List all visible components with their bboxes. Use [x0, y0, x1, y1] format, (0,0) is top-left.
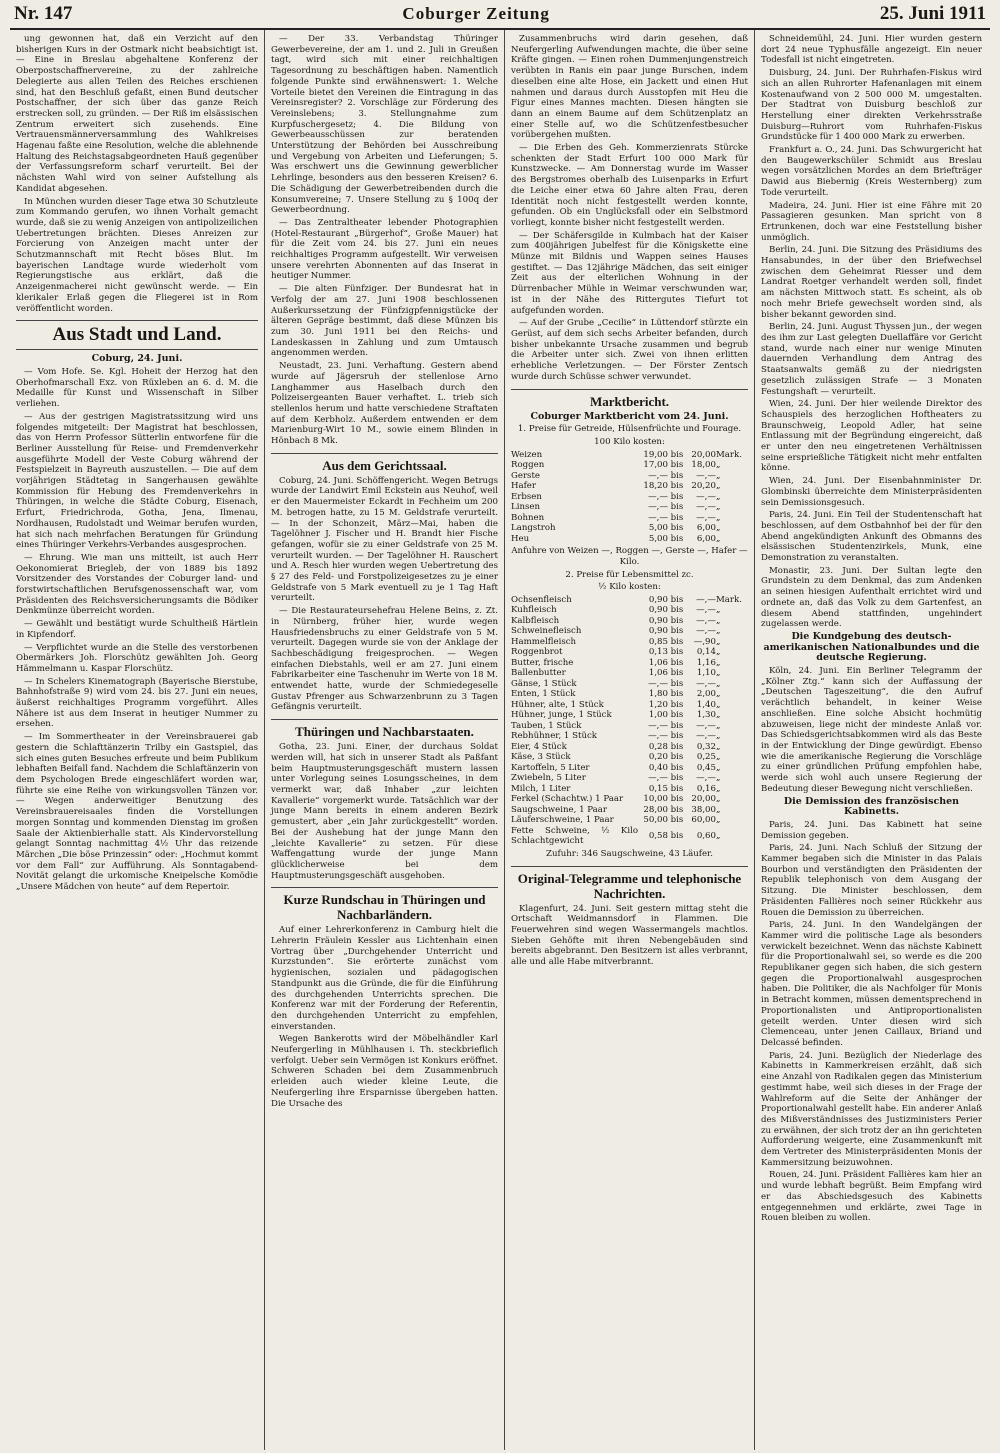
- price-from: —,—: [648, 678, 668, 689]
- price-unit: „: [716, 689, 721, 700]
- price-from: 1,20: [648, 699, 668, 710]
- price-unit: „: [716, 491, 721, 502]
- price-unit: „: [716, 678, 721, 689]
- price-to: 0,32: [696, 741, 716, 752]
- price-item-name: Gänse, 1 Stück: [511, 678, 577, 689]
- price-separator: bis: [670, 699, 684, 710]
- price-unit: „: [716, 636, 721, 647]
- price-separator: bis: [670, 657, 684, 668]
- price-to: 1,40: [696, 699, 716, 710]
- price-separator: bis: [670, 689, 684, 700]
- price-unit: Mark.: [716, 594, 742, 605]
- price-separator: bis: [670, 678, 684, 689]
- issue-number: Nr. 147: [14, 3, 73, 24]
- price-separator: bis: [670, 668, 684, 679]
- price-from: 1,06: [648, 668, 668, 679]
- price-unit: „: [716, 668, 721, 679]
- price-item-name: Schweinefleisch: [511, 626, 582, 637]
- price-item-name: Milch, 1 Liter: [511, 783, 571, 794]
- paragraph: Klagenfurt, 24. Juni. Seit gestern mittag steht die Ortschaft Weidmannsdorf in Flammen. Die Feuerwehren sind wegen Wassermangels machtlos. Sieben Gehöfte mit ihren Nebengebäuden sind bereits abgebrannt. Den Besitzern ist alles verbrannt, alle und alle Habe mitverbrannt.: [511, 903, 748, 968]
- price-row: [511, 637, 748, 648]
- price-from: —,—: [648, 512, 668, 523]
- market-subheading-grain: 1. Preise für Getreide, Hülsenfrüchte und Fourage.: [517, 424, 742, 435]
- price-row: [511, 523, 748, 534]
- price-unit: „: [716, 533, 721, 544]
- price-from: 1,80: [648, 689, 668, 700]
- price-item-name: Kartoffeln, 5 Liter: [511, 762, 590, 773]
- price-item-name: Käse, 3 Stück: [511, 752, 571, 763]
- price-separator: bis: [670, 741, 684, 752]
- paragraph: Wien, 24. Juni. Der Eisenbahnminister Dr. Glombinski überreichte dem Ministerpräsidenten sein Demissionsgesuch.: [761, 476, 982, 508]
- price-to: —,—: [696, 605, 716, 616]
- column-4: [754, 30, 988, 1450]
- price-row: [511, 826, 748, 847]
- price-row: [511, 752, 748, 763]
- price-item-name: Langstroh: [511, 523, 556, 534]
- price-to: 38,00: [691, 804, 716, 815]
- price-item-name: Kalbfleisch: [511, 615, 560, 626]
- market-supply: Zufuhr: 346 Saugschweine, 43 Läufer.: [546, 848, 713, 859]
- paragraph: Duisburg, 24. Juni. Der Ruhrhafen-Fiskus wird sich an allen Ruhrorter Hafenanlagen mit einem Kostenaufwand von 2 500 000 M. umgestalten. Der Stadtrat von Duisburg beschloß zur Herstellung einer direkten Verkehrsstraße Duisburg—Ruhrort vom Ruhrhafen-Fiskus Grundstücke für 1 400 000 Mark zu erwerben.: [761, 68, 982, 143]
- newspaper-title: Coburger Zeitung: [402, 4, 550, 23]
- price-row: [511, 595, 748, 606]
- price-item-name: Hafer: [511, 481, 536, 492]
- price-to: —,—: [696, 626, 716, 637]
- paragraph: Paris, 24. Juni. In den Wandelgängen der Kammer wird die politische Lage als besonders verwickelt bezeichnet. Wenn das nächste Kabinett für die Proportionalwahl sei, so werde es die 200 Republikaner gegen sich haben, die sich gestern gegen die Proportionalwahl ausgesprochen haben. Die Politiker, die als Nachfolger für Monis in Betracht kommen, müssen dementsprechend in Proportionalisten und Antiproportionalisten geteilt werden. Unter diesen wird sich Clemenceau, unter jenen Caillaux, Briand und Delcassé befinden.: [761, 920, 982, 1048]
- price-to: 1,10: [696, 668, 716, 679]
- price-to: 0,45: [696, 762, 716, 773]
- price-separator: bis: [670, 804, 684, 815]
- price-from: 0,15: [648, 783, 668, 794]
- section-heading-stadt-und-land: Aus Stadt und Land.: [16, 320, 258, 350]
- price-to: —,—: [696, 594, 716, 605]
- section-heading-telegramme: Original-Telegramme und telephonische Nachrichten.: [511, 866, 748, 901]
- price-separator: bis: [670, 502, 684, 513]
- price-to: 60,00: [691, 815, 716, 826]
- price-separator: bis: [670, 470, 684, 481]
- paragraph: — Ehrung. Wie man uns mitteilt, ist auch Herr Oekonomierat Briegleb, der von 1889 bis 1892 Vorsitzender des Vorstandes der Coburger land- und forstwirtschaftlichen Berufsgenossenschaft war, vom Präsidenten des Reichsversicherungsamts die Bödiker Denkmünze überreicht worden.: [16, 552, 258, 617]
- price-row: [511, 605, 748, 616]
- price-row: [511, 471, 748, 482]
- price-item-name: Eier, 4 Stück: [511, 741, 567, 752]
- price-unit: „: [716, 720, 721, 731]
- price-from: 10,00: [643, 794, 668, 805]
- price-unit: „: [716, 794, 721, 805]
- paragraph: Monastir, 23. Juni. Der Sultan legte den Grundstein zu dem Denkmal, das zum Andenken an seinen hiesigen Aufenthalt errichtet wird und ordnete an, daß das Volk zu dem Gartenfest, an diesem Abend stattfinden, ungehindert zugelassen werde.: [761, 565, 982, 630]
- price-item-name: Gerste: [511, 470, 541, 481]
- price-unit: „: [716, 699, 721, 710]
- price-to: 6,00: [696, 533, 716, 544]
- price-item-name: Tauben, 1 Stück: [511, 720, 582, 731]
- paragraph: Zusammenbruchs wird darin gesehen, daß Neufergerling Aufwendungen machte, die über seine Kräfte gingen. — Einen rohen Dummenjungenstreich verübten in Ranis ein paar junge Burschen, indem dieselben eine alte Hose, ein Jackett und einen Hut nahmen und daraus durch Ausstopfen mit Heu die Figur eines Mannes machten. Diesen hängten sie dann an einem Baume auf dem Schützenplatz an einer Stelle auf, wo die Schützenfestbesucher vorübergehen mußten.: [511, 34, 748, 141]
- paragraph: — Auf der Grube „Cecilie“ in Lüttendorf stürzte ein Gerüst, auf dem sich sechs Arbeiter befanden, durch bisher unbekannte Ursache zusammen und begrub die Arbeiter unter sich. Zwei von ihnen erlitten erhebliche Verletzungen. — Der Förster Zentsch wurde durch Schüsse schwer verwundet.: [511, 318, 748, 382]
- price-to: —,—: [696, 773, 716, 784]
- section-heading-gerichtssaal: Aus dem Gerichtssaal.: [271, 453, 498, 473]
- section-heading-rundschau: Kurze Rundschau in Thüringen und Nachbarländern.: [271, 887, 498, 922]
- paragraph: Köln, 24. Juni. Ein Berliner Telegramm der „Kölner Ztg.“ kann sich der Auffassung der „Deutschen Tageszeitung“, die den Aufruf verächtlich behandelt, in keiner Weise anschließen. Eine solche Absicht hochmütig abzuweisen, liege nicht der mindeste Anlaß vor. Das Schiedsgerichtsabkommen wird als das Beste in der Entwicklung der Dinge gewürdigt. Ebenso wie die amerikanische Regierung die Vorschläge zu einer gründlichen Prüfung empfohlen habe, werde sich wohl auch unsere Regierung der Bedeutung dieser Bewegung nicht verschließen.: [761, 666, 982, 794]
- price-row: [511, 700, 748, 711]
- paragraph: Wegen Bankerotts wird der Möbelhändler Karl Neufergerling in Mühlhausen i. Th. steckbrieflich verfolgt. Ueber sein Vermögen ist Konkurs eröffnet. Schweren Schaden bei dem Zusammenbruch erleiden auch wieder kleine Leute, die Neufergerling ihre Ersparnisse übergeben hatten. Die Ursache des: [271, 1034, 498, 1109]
- price-to: —,—: [696, 615, 716, 626]
- paragraph: — Der 33. Verbandstag Thüringer Gewerbevereine, der am 1. und 2. Juli in Greußen tagt, wird sich mit einer reichhaltigen Tagesordnung zu beschäftigen haben. Namentlich folgende Punkte sind erwähnenswert: 1. Welche Vorteile bietet den Vereinen die Eintragung in das Vereinsregister? 2. Vorschläge zur Förderung des Vereinslebens; 3. Stellungnahme zum Kurpfuschergesetz; 4. Die Bildung von Gewerbeausschüssen zur beratenden Unterstützung der Behörden bei Ausschreibung und Vergebung von Arbeiten und Lieferungen; 5. Was erschwert uns die Gewinnung gewerblicher Lehrlinge, besonders aus den besseren Kreisen? 6. Die Schädigung der Gewerbetreibenden durch die Konsumvereine; 7. Unsere Stellung zu § 100q der Gewerbeordnung.: [271, 34, 498, 216]
- price-from: 1,06: [648, 657, 668, 668]
- price-unit: „: [716, 481, 721, 492]
- paragraph: — Verpflichtet wurde an die Stelle des verstorbenen Obermärkers Joh. Florschütz gewählten Joh. Georg Hämmelmann u. Kaspar Florschütz.: [16, 642, 258, 674]
- price-row: [511, 450, 748, 461]
- paragraph: — Aus der gestrigen Magistratssitzung wird uns folgendes mitgeteilt: Der Magistrat hat beschlossen, das von Herrn Professor Sütterlin entworfene für die Berliner Ausstellung für Reise- und Fremdenverkehr ausgeführte Modell der Veste Coburg während der Festspielzeit in Bayreuth auszustellen. — Die auf dem vorjährigen Städtetag in Sangerhausen gewählte Kommission für Hebung des Fremdenverkehrs in Thüringen, in welche die Städte Coburg, Eisenach, Erfurt, Friedrichroda, Gotha, Jena, Ilmenau, Nordhausen, Rudolstadt und Weimar berufen wurden, hat sich nach mehrfachen Beratungen für Gründung eines Thüringer Verkehrs-Verbandes ausgesprochen.: [16, 411, 258, 551]
- price-row: [511, 513, 748, 524]
- price-to: —,—: [696, 512, 716, 523]
- price-from: 1,00: [648, 710, 668, 721]
- column-1: [10, 30, 264, 1450]
- price-to: 0,25: [696, 752, 716, 763]
- price-row: [511, 460, 748, 471]
- price-separator: bis: [670, 512, 684, 523]
- price-separator: bis: [670, 533, 684, 544]
- paragraph: Neustadt, 23. Juni. Verhaftung. Gestern abend wurde auf Jägersruh der stellenlose Arno Langhammer aus Haselbach durch den Polizeisergeanten Bauer verhaftet. L. trieb sich stellenlos herum und hatte verschiedene Straftaten auf dem Kerbholz. Außerdem entwenden er dem Marienburg-Wirt 10 M., sowie einem Blinden in Hönbach 8 Mk.: [271, 361, 498, 447]
- price-from: 19,00: [643, 449, 668, 460]
- price-item-name: Roggenbrot: [511, 647, 563, 658]
- price-to: 0,60: [696, 831, 716, 842]
- paragraph: Schneidemühl, 24. Juni. Hier wurden gestern dort 24 neue Typhusfälle angezeigt. Ein neuer Todesfall ist nicht eingetreten.: [761, 34, 982, 66]
- paragraph: In München wurden dieser Tage etwa 30 Schutzleute zum Kommando gerufen, wo ihnen Vorhalt gemacht wurde, daß sie zu wenig Anzeigen von antipolizeilichen Uebertretungen brächten. Dieses Anreizen zur Forcierung von Anzeigen macht unter der Schutzmannschaft mit Recht böses Blut. Im bayerischen Landtage wurde wiederholt vom Regierungstische aus erklärt, daß die Anzeigenmacherei nicht gewünscht werde. — Ein klerikaler Erlaß gegen die Fliegerei ist in Rom veröffentlicht worden.: [16, 196, 258, 314]
- paragraph: Wien, 24. Juni. Der hier weilende Direktor des Schauspiels des herzoglichen Hoftheaters zu Braunschweig, Leopold Adler, hat seine Entlassung mit der Begründung eingereicht, daß er unter den neu eingetretenen Verhältnissen seine ersprießliche Tätigkeit nicht mehr entfalten könne.: [761, 399, 982, 474]
- price-from: —,—: [648, 773, 668, 784]
- price-from: —,—: [648, 491, 668, 502]
- price-unit: „: [716, 773, 721, 784]
- price-item-name: Hühner, alte, 1 Stück: [511, 699, 604, 710]
- price-separator: bis: [670, 731, 684, 742]
- paragraph: — Die Erben des Geh. Kommerzienrats Stürcke schenkten der Stadt Erfurt 100 000 Mark für Kunstzwecke. — Am Donnerstag wurde im Wasser des Bergstromes oberhalb des Luisenparks in Erfurt die Leiche einer etwa 60 Jahre alten Frau, deren Identität noch nicht festgestellt werden konnte, gefunden. Ob ein Unglücksfall oder ein Selbstmord vorliegt, konnte bisher nicht festgestellt werden.: [511, 143, 748, 228]
- price-separator: bis: [670, 794, 684, 805]
- paragraph: Berlin, 24. Juni. Die Sitzung des Präsidiums des Hansabundes, in der über den Briefwechsel zwischen dem Geheimrat Riesser und dem Landrat Roetger verhandelt werden soll, findet am nächsten Mittwoch statt. Es scheint, als ob noch mehr Briefe gewechselt worden sind, als bisher bekannt geworden sind.: [761, 245, 982, 320]
- price-from: 0,90: [648, 615, 668, 626]
- food-price-table: [511, 595, 748, 847]
- paragraph: Madeira, 24. Juni. Hier ist eine Fähre mit 20 Passagieren gesunken. Man spricht von 8 Ertrunkenen, doch war eine Feststellung bisher unmöglich.: [761, 200, 982, 243]
- price-separator: bis: [670, 449, 684, 460]
- market-unit-grain: 100 Kilo kosten:: [594, 436, 665, 447]
- price-item-name: Heu: [511, 533, 530, 544]
- price-to: —,—: [696, 731, 716, 742]
- price-unit: „: [716, 460, 721, 471]
- price-from: 0,90: [648, 626, 668, 637]
- paragraph: Coburg, 24. Juni. Schöffengericht. Wegen Betrugs wurde der Landwirt Emil Eckstein aus Neuhof, weil er den Mauermeister Eckardt in Fechheim um 200 M. betrogen hatte, zu 15 M. Geldstrafe verurteilt. — In der Schonzeit, März—Mai, haben die Tagelöhner J. Fischer und H. Brandt hier Fische gefangen, wofür sie zu einer Geldstrafe von 25 M. verurteilt wurden. — Der Tagelöhner H. Rauschert und A. Resch hier wurden wegen Uebertretung des § 27 des Feld- und Forstpolizeigesetzes zu je einer Geldstrafe von 5 Mark eventuell zu je 1 Tag Haft verurteilt.: [271, 475, 498, 604]
- price-to: —,—: [696, 470, 716, 481]
- price-row: [511, 647, 748, 658]
- price-unit: Mark.: [716, 449, 742, 460]
- paragraph: Auf einer Lehrerkonferenz in Camburg hielt die Lehrerin Fräulein Kessler aus Lichtenhain einen Vortrag über „Durchgehender Unterricht und Kurzstunden“. Sie erörterte zunächst vom hygienischen, sozialen und pädagogischen Standpunkt aus die Gründe, die für die Einführung des durchgehenden Unterrichts sprechen. Die Konferenz war mit der Forderung der Referentin, den durchgehenden Unterricht zu empfehlen, einverstanden.: [271, 925, 498, 1032]
- price-from: 0,90: [648, 594, 668, 605]
- price-unit: „: [716, 626, 721, 637]
- price-row: [511, 679, 748, 690]
- price-row: [511, 658, 748, 669]
- paragraph: Rouen, 24. Juni. Präsident Fallières kam hier an und wurde lebhaft begrüßt. Beim Empfang wird er das Abschiedsgesuch des Kabinetts entgegennehmen und erklärte, zwei Tage in Rouen bleiben zu wollen.: [761, 1170, 982, 1224]
- paragraph: Gotha, 23. Juni. Einer, der durchaus Soldat werden will, hat sich in unserer Stadt als Paßfant beim Hauptmusterungsgeschäft mustern lassen unter Vorlegung seines Losungsscheines, in dem vermerkt war, daß Inhaber „zur leichten Kavallerie“ vorgemerkt wurde. Tatsächlich war der junge Mann bereits in einem anderen Bezirk gemustert, aber „ein Jahr zurückgestellt“ worden. Bei der Aushebung hat der junge Mann den „leichte Kavallerie“ zu setzen. Für diese Waffengattung wurde der junge Mann glücklicherweise bei dem Hauptmusterungsgeschäft ausgehoben.: [271, 742, 498, 881]
- price-row: [511, 616, 748, 627]
- price-item-name: Butter, frische: [511, 657, 574, 668]
- price-item-name: Hühner, junge, 1 Stück: [511, 710, 612, 721]
- price-to: 2,00: [696, 689, 716, 700]
- price-to: 1,30: [696, 710, 716, 721]
- price-item-name: Fette Schweine, ½ Kilo Schlachtgewicht: [511, 825, 638, 847]
- market-subheading-food: 2. Preise für Lebensmittel zc.: [565, 569, 694, 580]
- price-row: [511, 689, 748, 700]
- market-unit-food: ½ Kilo kosten:: [598, 582, 661, 593]
- price-row: [511, 492, 748, 503]
- price-item-name: Kuhfleisch: [511, 605, 557, 616]
- price-row: [511, 784, 748, 795]
- section-heading-thueringen: Thüringen und Nachbarstaaten.: [271, 719, 498, 739]
- price-separator: bis: [670, 815, 684, 826]
- price-to: —,—: [696, 720, 716, 731]
- price-row: [511, 805, 748, 816]
- masthead: [10, 0, 990, 30]
- price-row: [511, 710, 748, 721]
- price-from: 18,20: [643, 481, 668, 492]
- price-from: 17,00: [643, 460, 668, 471]
- paragraph: — Gewählt und bestätigt wurde Schultheiß Härtlein in Kipfendorf.: [16, 619, 258, 640]
- price-separator: bis: [670, 594, 684, 605]
- price-from: —,—: [648, 720, 668, 731]
- price-item-name: Ballenbutter: [511, 668, 566, 679]
- price-to: —,—: [696, 502, 716, 513]
- price-row: [511, 626, 748, 637]
- price-unit: „: [716, 710, 721, 721]
- paragraph: — Die alten Fünfziger. Der Bundesrat hat in Verfolg der am 27. Juni 1908 beschlossenen Außerkurssetzung der Fünfzigpfennigstücke der älteren Gepräge bestimmt, daß diese Münzen bis zum 30. Juni 1911 bei den Reichs- und Landeskassen in Zahlung und zum Umtausch angenommen werden.: [271, 284, 498, 359]
- paragraph: Paris, 24. Juni. Ein Teil der Studentenschaft hat beschlossen, auf dem Ostbahnhof bei der für den Abend angekündigten Ankunft des Obmanns des elsässischen Studentenzirkels, Munk, eine Demonstration zu veranstalten.: [761, 510, 982, 564]
- price-unit: „: [716, 731, 721, 742]
- price-separator: bis: [670, 523, 684, 534]
- price-to: —,—: [696, 678, 716, 689]
- price-to: 20,00: [691, 449, 716, 460]
- price-item-name: Hammelfleisch: [511, 636, 577, 647]
- price-to: —,90: [693, 636, 716, 647]
- market-note: Anfuhre von Weizen —, Roggen —, Gerste —, Hafer — Kilo.: [511, 546, 748, 567]
- paragraph: Paris, 24. Juni. Nach Schluß der Sitzung der Kammer begaben sich die Minister in das Palais Bourbon und verständigten den Präsidenten der Republik telephonisch von dem Ausgang der Sitzung. Die Minister beschlossen, dem Präsidenten Fallières noch seiner Rückkehr aus Rouen die Demission zu überreichen.: [761, 843, 982, 918]
- columns: [10, 30, 990, 1450]
- price-item-name: Roggen: [511, 460, 545, 471]
- price-separator: bis: [670, 720, 684, 731]
- price-to: 1,16: [696, 657, 716, 668]
- price-unit: „: [716, 470, 721, 481]
- price-from: 0,28: [648, 741, 668, 752]
- price-from: —,—: [648, 731, 668, 742]
- price-unit: „: [716, 762, 721, 773]
- price-separator: bis: [670, 626, 684, 637]
- price-item-name: Bohnen: [511, 512, 545, 523]
- price-from: —,—: [648, 502, 668, 513]
- price-unit: „: [716, 615, 721, 626]
- dateline: Coburg, 24. Juni.: [91, 353, 183, 365]
- price-unit: „: [716, 804, 721, 815]
- price-separator: bis: [670, 647, 684, 658]
- grain-price-table: [511, 450, 748, 545]
- price-item-name: Läuferschweine, 1 Paar: [511, 815, 614, 826]
- paragraph: — Der Schäfersgilde in Kulmbach hat der Kaiser zum 400jährigen Jubelfest für die Königskette eine Münze mit Bildnis und Wappen seines Hauses gestiftet. — Das 12jährige Mädchen, das seit einiger Zeit aus der elterlichen Wohnung in der Dürrenbacher Mühle in Weimar verschwunden war, ist in der Nähe des Rittergutes Tiefurt tot aufgefunden worden.: [511, 230, 748, 316]
- price-separator: bis: [670, 481, 684, 492]
- price-item-name: Saugschweine, 1 Paar: [511, 804, 608, 815]
- price-from: 0,90: [648, 605, 668, 616]
- price-to: 6,00: [696, 523, 716, 534]
- price-unit: „: [716, 783, 721, 794]
- paragraph: Paris, 24. Juni. Bezüglich der Niederlage des Kabinetts in Kammerkreisen erzählt, daß sich eine Anzahl von Radikalen gegen das Ministerium gestimmt habe, weil sich dieses in der Frage der Wahlreform auf die Seite der Anhänger der Proportionalwahl gestellt habe. Ein anderer Anlaß des Mißverständnisses des Justizministers Perier zu erwähnen, der sich trotz der an ihn gerichteten Aufforderung weigerte, eine Zusammenkunft mit dem Vertreter des Ministerpräsidenten Monis der Kammersitzung beizuwohnen.: [761, 1050, 982, 1168]
- price-separator: bis: [670, 831, 684, 842]
- price-row: [511, 773, 748, 784]
- price-separator: bis: [670, 752, 684, 763]
- price-from: 5,00: [648, 533, 668, 544]
- price-unit: „: [716, 657, 721, 668]
- price-unit: „: [716, 502, 721, 513]
- price-from: 5,00: [648, 523, 668, 534]
- paragraph: Frankfurt a. O., 24. Juni. Das Schwurgericht hat den Baugewerkschüler Schmidt aus Breslau wegen vorsätzlichen Mordes an dem Briefträger Dawid aus Biebernig (Kreis Westernberg) zum Tode verurteilt.: [761, 145, 982, 198]
- price-unit: „: [716, 605, 721, 616]
- price-item-name: Weizen: [511, 449, 543, 460]
- price-row: [511, 763, 748, 774]
- price-item-name: Linsen: [511, 502, 541, 513]
- price-to: 20,20: [691, 481, 716, 492]
- price-unit: „: [716, 512, 721, 523]
- price-from: 0,58: [648, 831, 668, 842]
- price-row: [511, 794, 748, 805]
- price-separator: bis: [670, 762, 684, 773]
- section-heading-marktbericht: Marktbericht.: [511, 389, 748, 409]
- price-separator: bis: [670, 460, 684, 471]
- price-separator: bis: [670, 773, 684, 784]
- price-item-name: Ochsenfleisch: [511, 594, 572, 605]
- price-row: [511, 731, 748, 742]
- price-row: [511, 481, 748, 492]
- price-separator: bis: [670, 783, 684, 794]
- price-row: [511, 742, 748, 753]
- price-unit: „: [716, 523, 721, 534]
- price-to: 0,16: [696, 783, 716, 794]
- price-unit: „: [716, 752, 721, 763]
- price-to: 0,14: [696, 647, 716, 658]
- price-from: 50,00: [643, 815, 668, 826]
- price-row: [511, 721, 748, 732]
- price-from: 0,85: [648, 636, 668, 647]
- paragraph: — Vom Hofe. Se. Kgl. Hoheit der Herzog hat den Oberhofmarschall Exz. von Rüxleben an 6. d. M. die Medaille für Kunst und Wissenschaft in Silber verliehen.: [16, 366, 258, 410]
- price-unit: „: [716, 815, 721, 826]
- paragraph: — Das Zentraltheater lebender Photographien (Hotel-Restaurant „Bürgerhof“, Große Mauer) hat für die Zeit vom 24. bis 27. Juni ein neues reichhaltiges Programm aufgestellt. Wir verweisen unsere verehrten Abonnenten auf das Inserat in heutiger Nummer.: [271, 217, 498, 282]
- price-separator: bis: [670, 605, 684, 616]
- paragraph: — Die Restaurateursehefrau Helene Beins, z. Zt. in Nürnberg, früher hier, wurde wegen Hausfriedensbruchs zu einer Geldstrafe von 5 M. verurteilt. Dagegen wurde sie von der Anklage der Sachbeschädigung freigesprochen. — Wegen einfachen Diebstahls, weil er am 27. Juni einem Fabrikarbeiter eine Taschenuhr im Werte von 18 M. entwendet hatte, wurde der Schmiedegeselle Gustav Pfrenger aus Schwarzenbrunn zu 3 Tagen Gefängnis verurteilt.: [271, 606, 498, 713]
- price-from: 0,40: [648, 762, 668, 773]
- price-unit: „: [716, 741, 721, 752]
- price-separator: bis: [670, 636, 684, 647]
- column-3: [504, 30, 754, 1450]
- paragraph: — In Schelers Kinematograph (Bayerische Bierstube, Bahnhofstraße 9) wird vom 24. bis 27. Juni ein neues, äußerst reichhaltiges Programm vorgeführt. Alles Nähere ist aus dem Inserat in heutiger Nummer zu ersehen.: [16, 676, 258, 730]
- price-row: [511, 668, 748, 679]
- paragraph: Paris, 24. Juni. Das Kabinett hat seine Demission gegeben.: [761, 819, 982, 841]
- price-separator: bis: [670, 710, 684, 721]
- price-row: [511, 815, 748, 826]
- price-item-name: Erbsen: [511, 491, 542, 502]
- price-to: 18,00: [691, 460, 716, 471]
- price-from: 0,20: [648, 752, 668, 763]
- price-unit: „: [716, 831, 721, 842]
- price-to: 20,00: [691, 794, 716, 805]
- subheading-kundgebung: Die Kundgebung des deutsch-amerikanischen Nationalbundes und die deutsche Regierung.: [763, 630, 980, 664]
- paragraph: Berlin, 24. Juni. August Thyssen jun., der wegen des ihm zur Last gelegten Duellaffäre vor Gericht stand, wurde nach einer nur wenige Minuten dauernden Verhandlung dem Antrag des Staatsanwalts gemäß zu der niedrigsten gesetzlich zulässigen Strafe — 3 Monaten Festungshaft — verurteilt.: [761, 322, 982, 397]
- price-item-name: Enten, 1 Stück: [511, 689, 576, 700]
- price-from: 28,00: [643, 804, 668, 815]
- price-row: [511, 502, 748, 513]
- paragraph: — Im Sommertheater in der Vereinsbrauerei gab gestern die Schlafttänzerin Trilby ein Gastspiel, das sich eines guten Besuches erfreute und beim Publikum lebhaften Beifall fand. Nachdem die Schlaftänzerin von dem Psychologen Brede eingeschläfert worden war, führte sie eine Reihe von wirkungsvollen Tänzen vor. — Wegen anderweitiger Benutzung des Vereinsbrauereisaales finden die Vorstellungen morgen Sonntag und kommenden Dienstag im großen Saale der Aktienbierhalle statt. Als Kindervorstellung gelangt Sonntag nachmittag 4½ Uhr das reizende Märchen „Die böse Prinzessin“ oder: „Hochmut kommt vor dem Fall“ zur Aufführung. Als Sonntagabend-Novität gelangt die urkomische Kneipelsche Komödie „Unsere Mädchen von heute“ auf dem Repertoir.: [16, 732, 258, 893]
- price-item-name: Zwiebeln, 5 Liter: [511, 773, 586, 784]
- price-separator: bis: [670, 491, 684, 502]
- subheading-demission: Die Demission des französischen Kabinetts.: [783, 795, 960, 818]
- price-item-name: Ferkel (Schachtw.) 1 Paar: [511, 794, 624, 805]
- paragraph: ung gewonnen hat, daß ein Verzicht auf den bisherigen Kurs in der Ostmark nicht beabsichtigt ist. — Eine in Breslau abgehaltene Konferenz der Oberpostschaffnervereine, zu der zahlreiche Delegierte aus allen Teilen des Reiches erschienen sind, hat den Beschluß gefaßt, einen Bund deutscher Postschaffner, der sich über das ganze Reich erstrecken soll, zu gründen. — Der Riß im elsässischen Zentrum erweitert sich zusehends. Eine Vertrauensmännerversammlung des Wahlkreises Hagenau faßte eine Resolution, welche die ablehnende Haltung des Reichstagsabgeordneten Hauß gegenüber der Verfassungsreform scharf verurteilt. Bei der nächsten Wahl wird von seiner Aufstellung als Kandidat abgesehen.: [16, 34, 258, 194]
- price-item-name: Rebhühner, 1 Stück: [511, 731, 598, 742]
- price-from: 0,13: [648, 647, 668, 658]
- market-report-title: Coburger Marktbericht vom 24. Juni.: [530, 410, 729, 422]
- price-to: —,—: [696, 491, 716, 502]
- price-unit: „: [716, 647, 721, 658]
- column-2: [264, 30, 504, 1450]
- price-separator: bis: [670, 615, 684, 626]
- issue-date: 25. Juni 1911: [879, 3, 986, 24]
- price-row: [511, 534, 748, 545]
- price-from: —,—: [648, 470, 668, 481]
